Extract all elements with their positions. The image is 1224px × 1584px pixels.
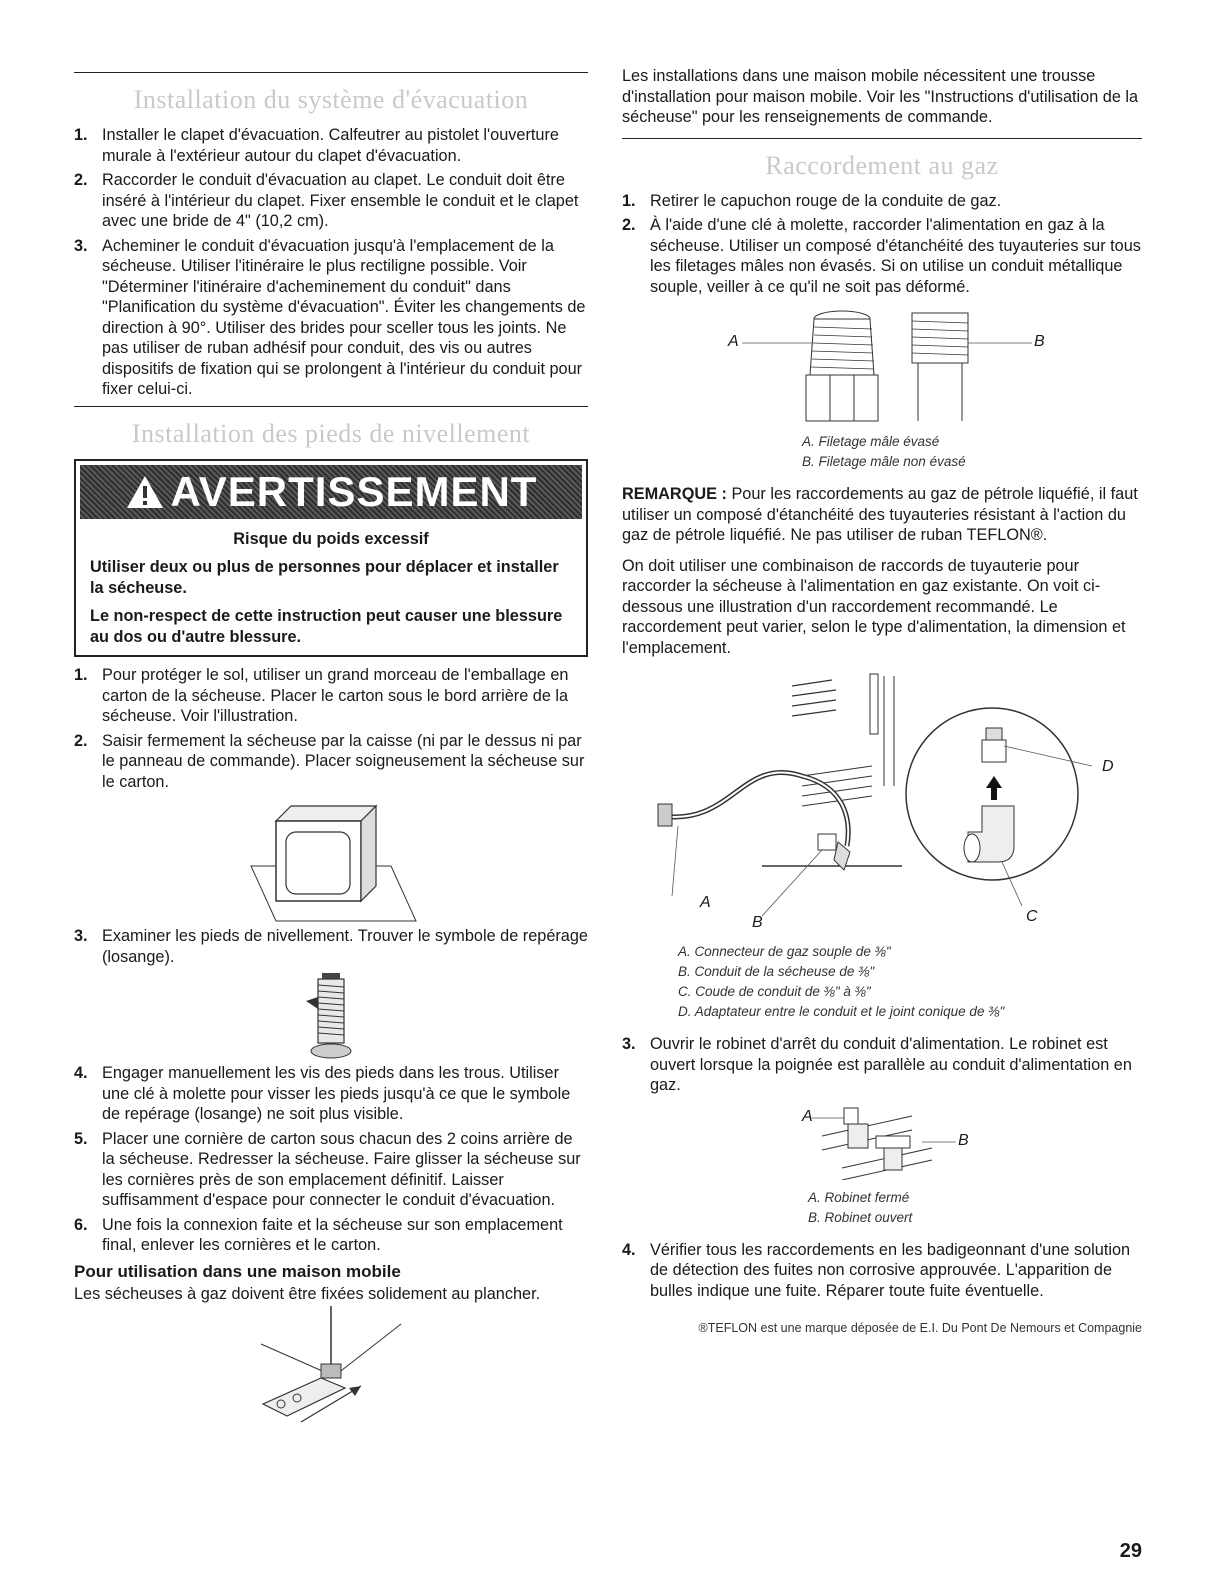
combination-paragraph: On doit utiliser une combinaison de raccords de tuyauterie pour raccorder la sécheuse à l'alimentation en gaz existante. On voit ci-dessous une illustration d'un raccordement recommandé. Le raccordement peut varier, selon le type d'alimentation, la dimension et l'emplacement. — [622, 556, 1126, 657]
mobile-home-heading: Pour utilisation dans une maison mobile — [74, 1261, 401, 1281]
fig1-caption-b: B. Filetage mâle non évasé — [802, 454, 966, 469]
fig1-label-a: A — [728, 333, 739, 350]
fig1-caption-a: A. Filetage mâle évasé — [802, 434, 940, 449]
list-item: 4. Vérifier tous les raccordements en les badigeonnant d'une solution de détection des fuites non corrosive approuvée. L'apparition de bulles indique une fuite. Réparer toute fuite éventuelle. — [622, 1240, 1131, 1300]
fig2-label-c: C — [1026, 908, 1038, 925]
list-item: 5. Placer une cornière de carton sous chacun des 2 coins arrière de la sécheuse. Redresser la sécheuse. Faire glisser la sécheuse sur les cornières près de son emplacement définitif. Laisser suffisamment d'espace pour connecter le conduit d'évacuation. — [74, 1129, 581, 1209]
fig1-label-b: B — [1034, 333, 1045, 350]
warning-line-1: Utiliser deux ou plus de personnes pour déplacer et installer la sécheuse. — [90, 558, 559, 597]
fig2-label-b: B — [752, 914, 763, 931]
list-item: 2. À l'aide d'une clé à molette, raccorder l'alimentation en gaz à la sécheuse. Utiliser un composé d'étanchéité des tuyauteries sur tous les filetages mâles non évasés. Si on utilise un conduit métallique souple, veiller à ce qu'il ne soit pas déformé. — [622, 216, 1141, 296]
section-title-leveling-legs: Installation des pieds de nivellement — [131, 418, 531, 448]
list-item: 3. Examiner les pieds de nivellement. Trouver le symbole de repérage (losange). — [74, 927, 588, 966]
valve-figure — [622, 1102, 1142, 1180]
list-item: 2. Saisir fermement la sécheuse par la caisse (ni par le dessus ni par le panneau de commande). Placer soigneusement la sécheuse sur le carton. — [74, 731, 585, 791]
floor-bracket-illustration — [241, 1304, 421, 1424]
divider — [74, 406, 588, 407]
fig3-label-a: A — [802, 1107, 813, 1125]
warning-box — [74, 459, 588, 658]
fig3-caption-a: A. Robinet fermé — [808, 1189, 910, 1205]
warning-triangle-icon — [125, 474, 165, 510]
list-item: 1. Installer le clapet d'évacuation. Calfeutrer au pistolet l'ouverture murale à l'extérieur autour du clapet d'évacuation. — [74, 126, 559, 165]
warning-header — [80, 465, 582, 519]
page-number: 29 — [1119, 1540, 1142, 1562]
fig3-label-b: B — [958, 1131, 969, 1149]
fig2-label-d: D — [1102, 758, 1114, 775]
valve-illustration — [622, 1102, 1142, 1180]
list-item: 1. Retirer le capuchon rouge de la conduite de gaz. — [622, 191, 1002, 210]
fig2-caption: D. Adaptateur entre le conduit et le joint conique de ⅜" — [678, 1004, 1005, 1019]
fig2-label-a: A — [700, 894, 711, 911]
leveling-leg-illustration — [296, 971, 366, 1063]
warning-line-2: Le non-respect de cette instruction peut causer une blessure au dos ou d'autre blessure. — [90, 607, 563, 646]
mobile-home-text: Les sécheuses à gaz doivent être fixées solidement au plancher. — [74, 1284, 541, 1303]
thread-illustration — [622, 303, 1142, 428]
warning-heading: AVERTISSEMENT — [170, 467, 538, 515]
warning-risk: Risque du poids excessif — [233, 529, 429, 548]
gas-connection-figure — [622, 666, 1142, 936]
mobile-home-kit-text: Les installations dans une maison mobile nécessitent une trousse d'installation pour maison mobile. Voir les "Instructions d'utilisation de la sécheuse" pour les renseignements de commande. — [622, 67, 1139, 126]
evacuation-steps — [74, 125, 588, 400]
list-item: 2. Raccorder le conduit d'évacuation au clapet. Le conduit doit être inséré à l'intérieur du clapet. Fixer ensemble le conduit et le clapet avec une bride de 4" (10,2 cm). — [74, 171, 579, 230]
dryer-on-carton-illustration — [241, 796, 421, 926]
fig2-caption: B. Conduit de la sécheuse de ⅜" — [678, 964, 875, 979]
leveling-steps-c — [74, 1063, 588, 1256]
fig3-caption-b: B. Robinet ouvert — [808, 1209, 913, 1225]
thread-figure — [622, 303, 1142, 428]
gas-steps-a — [622, 191, 1142, 298]
gas-steps-b — [622, 1034, 1142, 1096]
divider — [622, 138, 1142, 139]
trademark-footnote: ®TEFLON est une marque déposée de E.I. Du Pont De Nemours et Compagnie — [698, 1321, 1142, 1335]
fig2-caption: A. Connecteur de gaz souple de ⅜" — [678, 944, 891, 959]
gas-steps-c — [622, 1240, 1142, 1302]
right-column — [622, 67, 1142, 1335]
note-text: Pour les raccordements au gaz de pétrole liquéfié, il faut utiliser un composé d'étanchéité des tuyauteries résistant à l'action du gaz de pétrole liquéfié. Ne pas utiliser de ruban TEFLON®. — [622, 485, 1138, 544]
note-paragraph — [622, 484, 1142, 546]
leveling-steps-a — [74, 665, 588, 792]
divider — [74, 72, 588, 73]
list-item: 1. Pour protéger le sol, utiliser un grand morceau de l'emballage en carton de la sécheuse. Placer le carton sous le bord arrière de la sécheuse. Voir l'illustration. — [74, 666, 569, 725]
list-item: 3. Acheminer le conduit d'évacuation jusqu'à l'emplacement de la sécheuse. Utiliser l'itinéraire le plus rectiligne possible. Voir "Déterminer l'itinéraire d'acheminement du conduit" dans "Planification du système d'évacuation". Éviter les changements de direction à 90°. Utiliser des brides pour sceller tous les joints. Ne pas utiliser de ruban adhésif pour conduit, des vis ou autres dispositifs de fixation qui se prolongent à l'intérieur du conduit pour fixer celui-ci. — [74, 236, 586, 398]
list-item: 3. Ouvrir le robinet d'arrêt du conduit d'alimentation. Le robinet est ouvert lorsque la poignée est parallèle au conduit d'alimentation en gaz. — [622, 1035, 1132, 1094]
list-item: 4. Engager manuellement les vis des pieds dans les trous. Utiliser une clé à molette pour visser les pieds jusqu'à ce que le symbole de repérage (losange) ne soit plus visible. — [74, 1064, 571, 1123]
section-title-evacuation: Installation du système d'évacuation — [133, 85, 529, 114]
note-label: REMARQUE : — [622, 485, 727, 503]
section-title-gas: Raccordement au gaz — [765, 150, 999, 180]
leveling-steps-b — [74, 926, 588, 967]
fig2-caption: C. Coude de conduit de ⅜" à ⅜" — [678, 984, 871, 999]
left-column — [74, 72, 588, 1424]
list-item: 6. Une fois la connexion faite et la sécheuse sur son emplacement final, enlever les cornières et le carton. — [74, 1215, 563, 1254]
